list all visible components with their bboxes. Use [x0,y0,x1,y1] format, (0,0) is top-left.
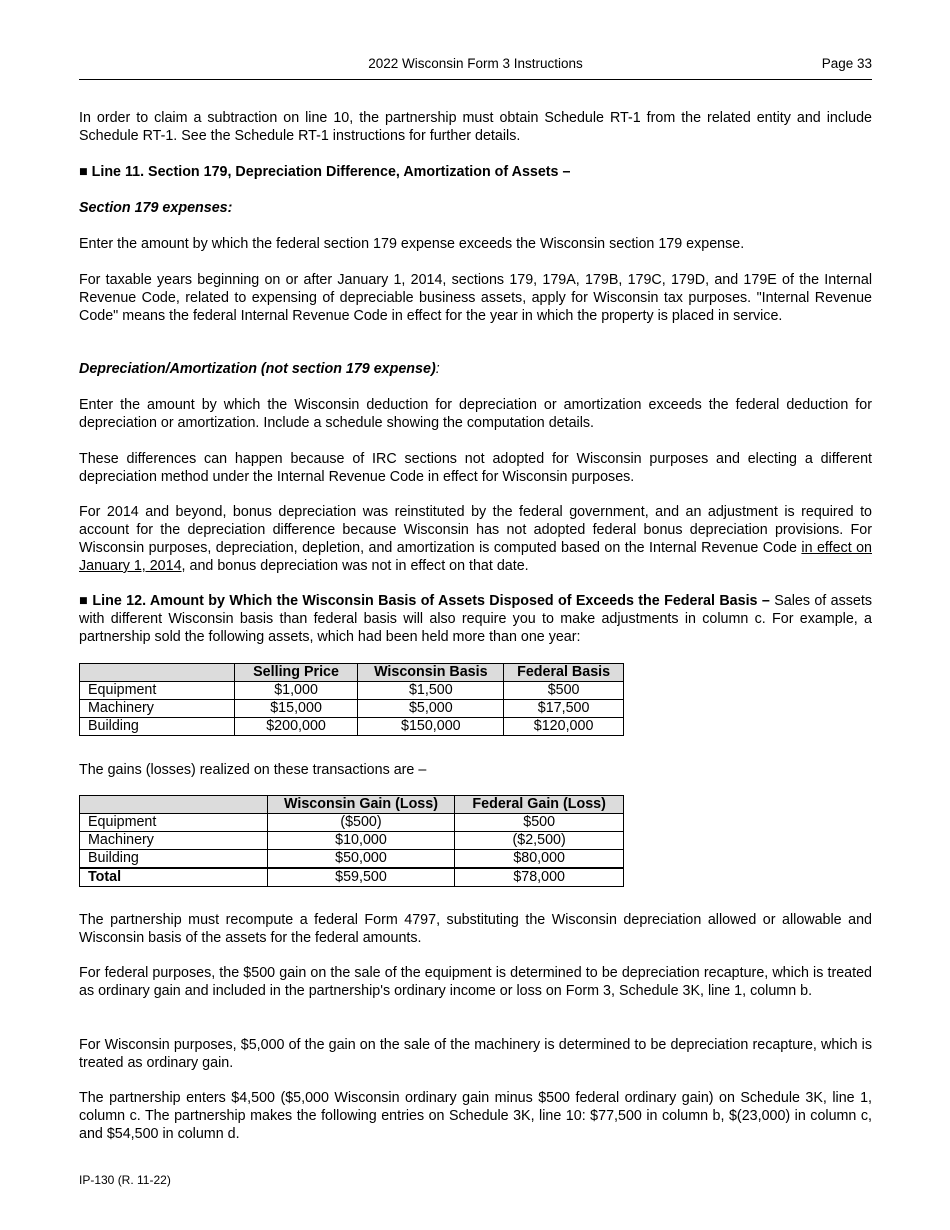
table-cell: $50,000 [267,850,455,869]
table-row [80,850,624,869]
table-cell: Building [80,718,235,736]
table-cell: Equipment [80,814,268,832]
table-cell: $80,000 [455,850,624,869]
paragraph-wisconsin-purposes: For Wisconsin purposes, $5,000 of the gain on the sale of the machinery is determined to be depreciation recapture, which is treated as ordinary gain. [79,1037,872,1071]
paragraph-section179-years: For taxable years beginning on or after January 1, 2014, sections 179, 179A, 179B, 179C, 179D, and 179E of the Internal Revenue Code, related to expensing of depreciable business assets, apply for Wisconsin tax purposes. "Internal Revenue Code" means the federal Internal Revenue Code in effect for the year in which the property is placed in service. [79,272,872,324]
table-row [80,682,624,700]
table-header-row [80,664,624,682]
table-row [80,814,624,832]
paragraph-differences: These differences can happen because of IRC sections not adopted for Wisconsin purposes and electing a different depreciation method under the Internal Revenue Code in effect for Wisconsin purposes. [79,451,872,485]
table-cell: $59,500 [267,868,455,887]
assets-table [79,663,624,736]
table-cell: $78,000 [455,868,624,887]
table-cell: Equipment [80,682,235,700]
table-cell: Total [80,868,268,887]
line12-paragraph: ■ Line 12. Amount by Which the Wisconsin Basis of Assets Disposed of Exceeds the Federal Basis – Sales of assets with different Wisconsin basis than federal basis will also require you to make adjustments in column c. For example, a partnership sold the following assets, which had been held more than one year: [79,593,872,645]
table-row [80,718,624,736]
paragraph-depreciation-amount: Enter the amount by which the Wisconsin deduction for depreciation or amortization exceeds the federal deduction for depreciation or amortization. Include a schedule showing the computation details. [79,397,872,431]
table-cell: $17,500 [504,700,624,718]
paragraph-section179-amount: Enter the amount by which the federal section 179 expense exceeds the Wisconsin section 179 expense. [79,236,745,252]
table-cell: Building [80,850,268,869]
table-cell: $500 [455,814,624,832]
table-cell: $500 [504,682,624,700]
table-cell: $15,000 [234,700,358,718]
table-header-cell: Wisconsin Gain (Loss) [267,796,455,814]
gains-table [79,795,624,887]
depreciation-subheading: Depreciation/Amortization (not section 179 expense): [79,361,440,377]
section179-subheading: Section 179 expenses: [79,200,233,216]
table-header-cell: Federal Gain (Loss) [455,796,624,814]
table-cell: $120,000 [504,718,624,736]
table-header-cell: Federal Basis [504,664,624,682]
table-cell: Machinery [80,700,235,718]
assets-table-wrapper [79,663,872,736]
paragraph-recompute: The partnership must recompute a federal Form 4797, substituting the Wisconsin depreciation allowed or allowable and Wisconsin basis of the assets for the federal amounts. [79,912,872,946]
table-cell: $1,500 [358,682,504,700]
paragraph-rt1: In order to claim a subtraction on line 10, the partnership must obtain Schedule RT-1 from the related entity and include Schedule RT-1. See the Schedule RT-1 instructions for further details. [79,110,872,144]
gains-intro: The gains (losses) realized on these transactions are – [79,762,427,778]
page-header [79,55,872,80]
table-cell: ($2,500) [455,832,624,850]
table-cell: $150,000 [358,718,504,736]
table-cell: Machinery [80,832,268,850]
table-header-cell: Wisconsin Basis [358,664,504,682]
table-cell: $5,000 [358,700,504,718]
table-cell: $200,000 [234,718,358,736]
table-cell: $1,000 [234,682,358,700]
table-header-cell [80,796,268,814]
table-row [80,700,624,718]
header-title: 2022 Wisconsin Form 3 Instructions [368,56,583,71]
paragraph-federal-purposes: For federal purposes, the $500 gain on the sale of the equipment is determined to be depreciation recapture, which is treated as ordinary gain and included in the partnership's ordinary income or loss on Form 3, Schedule 3K, line 1, column b. [79,965,872,999]
table-total-row [80,868,624,887]
table-header-row [80,796,624,814]
paragraph-bonus-depreciation: For 2014 and beyond, bonus depreciation was reinstituted by the federal government, and an adjustment is required to account for the depreciation difference because Wisconsin has not adopted federal bonus depreciation provisions. For Wisconsin purposes, depreciation, depletion, and amortization is computed based on the Internal Revenue Code in effect on January 1, 2014, and bonus depreciation was not in effect on that date. [79,504,872,574]
effective-date-link-text: in effect on January 1, 2014 [79,540,872,574]
page-footer: IP-130 (R. 11-22) [79,1173,171,1187]
table-row [80,832,624,850]
table-cell: ($500) [267,814,455,832]
gains-table-wrapper [79,795,872,887]
table-header-cell [80,664,235,682]
table-header-cell: Selling Price [234,664,358,682]
table-cell: $10,000 [267,832,455,850]
line11-heading: ■ Line 11. Section 179, Depreciation Difference, Amortization of Assets – [79,164,571,180]
paragraph-partnership-enters: The partnership enters $4,500 ($5,000 Wisconsin ordinary gain minus $500 federal ordinary gain) on Schedule 3K, line 1, column c. The partnership makes the following entries on Schedule 3K, line 10: $77,500 in column b, $(23,000) in column c, and $54,500 in column d. [79,1090,872,1142]
line12-heading: ■ Line 12. Amount by Which the Wisconsin Basis of Assets Disposed of Exceeds the Federal Basis – [79,593,770,609]
page-number: Page 33 [821,56,872,71]
